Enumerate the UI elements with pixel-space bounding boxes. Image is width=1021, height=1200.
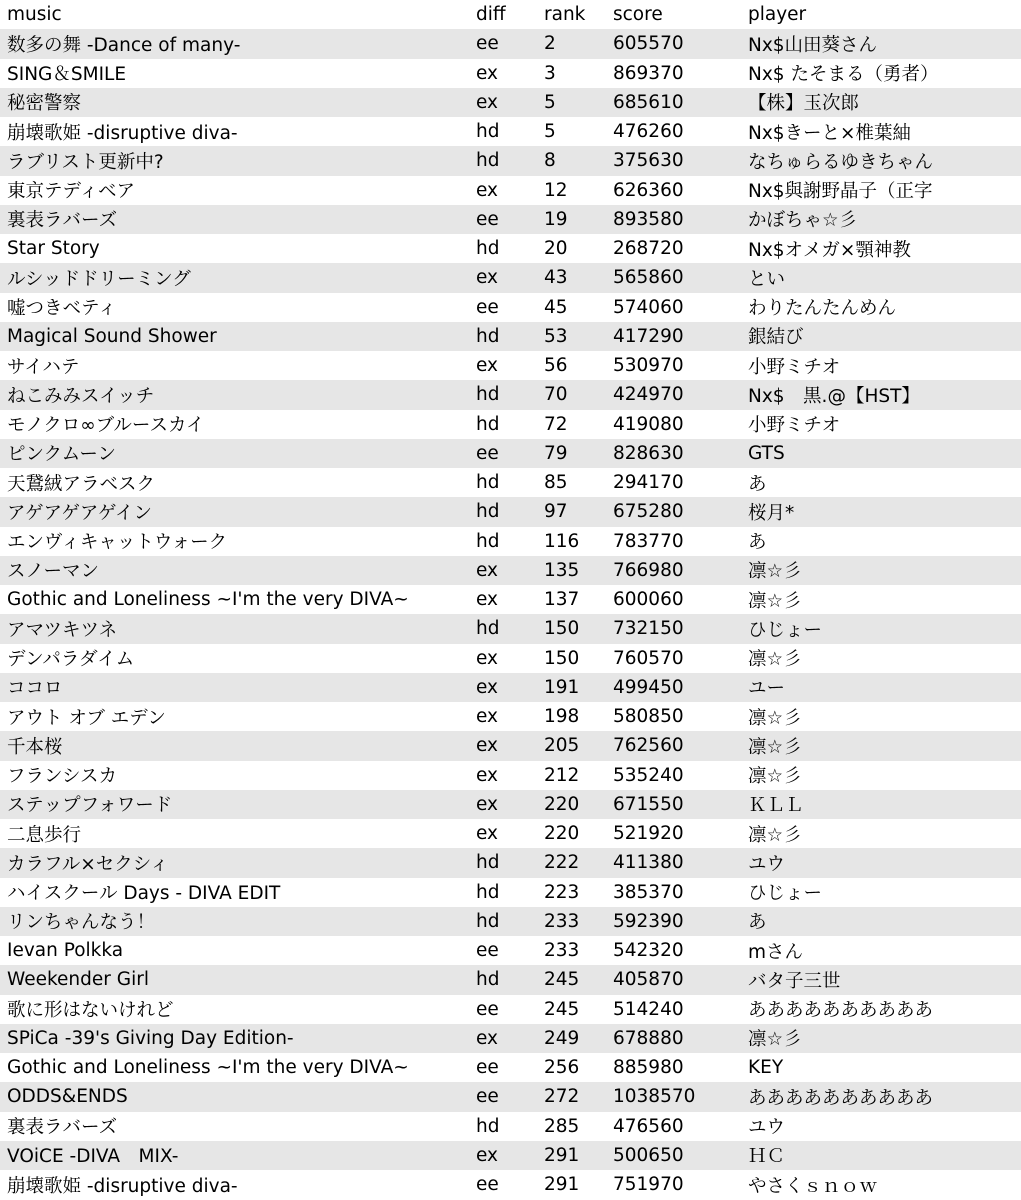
cell-music: カラフル×セクシィ bbox=[7, 853, 169, 875]
cell-player: 小野ミチオ bbox=[748, 415, 841, 437]
cell-music: 歌に形はないけれど bbox=[7, 1000, 174, 1022]
cell-rank: 19 bbox=[544, 208, 568, 230]
cell-music: ピンクムーン bbox=[7, 444, 116, 466]
table-row bbox=[0, 878, 1021, 907]
table-row bbox=[0, 761, 1021, 790]
cell-rank: 137 bbox=[544, 589, 580, 611]
cell-score: 1038570 bbox=[613, 1086, 696, 1108]
cell-music: ルシッドドリーミング bbox=[7, 268, 191, 290]
table-row bbox=[0, 965, 1021, 994]
cell-diff: ee bbox=[476, 1057, 499, 1079]
table-row bbox=[0, 819, 1021, 848]
header-score: score bbox=[613, 4, 663, 26]
cell-diff: hd bbox=[476, 384, 500, 406]
cell-score: 580850 bbox=[613, 706, 684, 728]
cell-rank: 212 bbox=[544, 764, 580, 786]
cell-score: 405870 bbox=[613, 969, 684, 991]
cell-rank: 220 bbox=[544, 823, 580, 845]
cell-diff: hd bbox=[476, 618, 500, 640]
cell-rank: 291 bbox=[544, 1144, 580, 1166]
cell-rank: 43 bbox=[544, 267, 568, 289]
cell-player: 凛☆彡 bbox=[748, 824, 802, 846]
table-row bbox=[0, 527, 1021, 556]
cell-player: Nx$きーと×椎葉紬 bbox=[748, 122, 912, 144]
cell-rank: 222 bbox=[544, 852, 580, 874]
cell-player: ユー bbox=[748, 678, 786, 700]
cell-rank: 8 bbox=[544, 150, 556, 172]
table-row bbox=[0, 995, 1021, 1024]
cell-diff: hd bbox=[476, 325, 500, 347]
cell-diff: ex bbox=[476, 793, 499, 815]
cell-diff: hd bbox=[476, 852, 500, 874]
cell-score: 885980 bbox=[613, 1057, 684, 1079]
cell-player: なちゅらるゆきちゃん bbox=[748, 151, 934, 173]
cell-player: 凛☆彡 bbox=[748, 766, 802, 788]
cell-music: サイハテ bbox=[7, 356, 80, 378]
cell-rank: 220 bbox=[544, 793, 580, 815]
table-row bbox=[0, 468, 1021, 497]
cell-player: 凛☆彡 bbox=[748, 1029, 802, 1051]
cell-score: 542320 bbox=[613, 940, 684, 962]
header-diff: diff bbox=[476, 4, 506, 26]
cell-rank: 53 bbox=[544, 325, 568, 347]
cell-player: 凛☆彡 bbox=[748, 649, 802, 671]
table-row bbox=[0, 205, 1021, 234]
table-row bbox=[0, 234, 1021, 263]
cell-diff: ex bbox=[476, 179, 499, 201]
cell-music: アウト オブ エデン bbox=[7, 707, 166, 729]
cell-player: バタ子三世 bbox=[748, 970, 841, 992]
cell-diff: ex bbox=[476, 735, 499, 757]
table-row bbox=[0, 293, 1021, 322]
cell-score: 600060 bbox=[613, 589, 684, 611]
cell-rank: 2 bbox=[544, 33, 556, 55]
cell-music: Gothic and Loneliness ~I'm the very DIVA~ bbox=[7, 1057, 409, 1079]
cell-music: ステップフォワード bbox=[7, 795, 173, 817]
cell-player: 桜月* bbox=[748, 502, 795, 524]
cell-music: アゲアゲアゲイン bbox=[7, 502, 153, 524]
cell-music: SING＆SMILE bbox=[7, 64, 127, 86]
cell-score: 675280 bbox=[613, 501, 684, 523]
cell-score: 535240 bbox=[613, 764, 684, 786]
cell-score: 500650 bbox=[613, 1144, 684, 1166]
cell-music: Gothic and Loneliness ~I'm the very DIVA~ bbox=[7, 589, 409, 611]
cell-music: ねこみみスイッチ bbox=[7, 385, 155, 407]
cell-rank: 291 bbox=[544, 1174, 580, 1196]
cell-music: Weekender Girl bbox=[7, 969, 149, 991]
cell-diff: ex bbox=[476, 676, 499, 698]
cell-score: 751970 bbox=[613, 1174, 684, 1196]
cell-diff: ee bbox=[476, 998, 499, 1020]
cell-score: 732150 bbox=[613, 618, 684, 640]
cell-player: あ bbox=[748, 473, 767, 495]
cell-music: フランシスカ bbox=[7, 766, 117, 788]
cell-diff: ex bbox=[476, 62, 499, 84]
cell-diff: ex bbox=[476, 1144, 499, 1166]
cell-diff: ex bbox=[476, 559, 499, 581]
cell-player: mさん bbox=[748, 941, 804, 963]
cell-music: 崩壊歌姫 -disruptive diva- bbox=[7, 1175, 238, 1197]
cell-diff: ex bbox=[476, 267, 499, 289]
cell-diff: hd bbox=[476, 150, 500, 172]
table-row bbox=[0, 1112, 1021, 1141]
cell-rank: 85 bbox=[544, 472, 568, 494]
table-row bbox=[0, 146, 1021, 175]
cell-score: 783770 bbox=[613, 530, 684, 552]
cell-player: ＫＬＬ bbox=[748, 795, 804, 817]
cell-score: 678880 bbox=[613, 1027, 684, 1049]
header-rank: rank bbox=[544, 4, 586, 26]
cell-player: ああああああああああ bbox=[748, 1000, 934, 1022]
cell-player: 小野ミチオ bbox=[748, 356, 841, 378]
cell-diff: ex bbox=[476, 589, 499, 611]
cell-player: Nx$ 黒.@【HST】 bbox=[748, 385, 920, 407]
cell-diff: ex bbox=[476, 706, 499, 728]
table-row bbox=[0, 59, 1021, 88]
cell-rank: 97 bbox=[544, 501, 568, 523]
cell-diff: ex bbox=[476, 823, 499, 845]
cell-diff: ee bbox=[476, 208, 499, 230]
cell-score: 419080 bbox=[613, 413, 684, 435]
cell-rank: 70 bbox=[544, 384, 568, 406]
cell-score: 375630 bbox=[613, 150, 684, 172]
cell-score: 530970 bbox=[613, 355, 684, 377]
cell-diff: hd bbox=[476, 238, 500, 260]
header-player: player bbox=[748, 4, 807, 26]
table-row bbox=[0, 117, 1021, 146]
table-row bbox=[0, 644, 1021, 673]
cell-rank: 56 bbox=[544, 355, 568, 377]
table-row bbox=[0, 1053, 1021, 1082]
cell-player: ああああああああああ bbox=[748, 1087, 934, 1109]
cell-score: 893580 bbox=[613, 208, 684, 230]
cell-rank: 150 bbox=[544, 618, 580, 640]
cell-diff: ee bbox=[476, 1086, 499, 1108]
cell-player: とい bbox=[748, 268, 786, 290]
cell-player: ひじょー bbox=[748, 883, 823, 905]
cell-diff: ex bbox=[476, 91, 499, 113]
cell-score: 476560 bbox=[613, 1115, 684, 1137]
table-row bbox=[0, 351, 1021, 380]
cell-score: 766980 bbox=[613, 559, 684, 581]
cell-rank: 135 bbox=[544, 559, 580, 581]
cell-player: GTS bbox=[748, 442, 785, 464]
cell-score: 574060 bbox=[613, 296, 684, 318]
cell-diff: ee bbox=[476, 940, 499, 962]
cell-score: 605570 bbox=[613, 33, 684, 55]
cell-player: Nx$ たそまる（勇者） bbox=[748, 64, 939, 86]
table-row bbox=[0, 1141, 1021, 1170]
cell-player: やさくｓｎｏｗ bbox=[748, 1175, 878, 1197]
cell-rank: 245 bbox=[544, 969, 580, 991]
table-row bbox=[0, 907, 1021, 936]
cell-diff: hd bbox=[476, 910, 500, 932]
table-row bbox=[0, 1170, 1021, 1199]
table-row bbox=[0, 848, 1021, 877]
cell-music: アマツキツネ bbox=[7, 619, 118, 641]
cell-rank: 272 bbox=[544, 1086, 580, 1108]
cell-music: 天鵞絨アラベスク bbox=[7, 473, 156, 495]
cell-diff: ee bbox=[476, 33, 499, 55]
table-row bbox=[0, 673, 1021, 702]
table-row bbox=[0, 88, 1021, 117]
cell-diff: ee bbox=[476, 296, 499, 318]
cell-rank: 233 bbox=[544, 910, 580, 932]
cell-music: ODDS&ENDS bbox=[7, 1086, 128, 1108]
cell-rank: 79 bbox=[544, 442, 568, 464]
cell-music: 千本桜 bbox=[7, 736, 63, 758]
cell-music: Ievan Polkka bbox=[7, 940, 124, 962]
table-row bbox=[0, 322, 1021, 351]
cell-diff: hd bbox=[476, 501, 500, 523]
cell-score: 592390 bbox=[613, 910, 684, 932]
cell-diff: ex bbox=[476, 1027, 499, 1049]
cell-player: わりたんたんめん bbox=[748, 298, 897, 320]
cell-music: ハイスクール Days - DIVA EDIT bbox=[7, 883, 281, 905]
cell-music: VOiCE -DIVA MIX- bbox=[7, 1146, 179, 1168]
cell-rank: 3 bbox=[544, 62, 556, 84]
cell-player: Nx$山田葵さん bbox=[748, 34, 878, 56]
cell-diff: hd bbox=[476, 472, 500, 494]
cell-rank: 233 bbox=[544, 940, 580, 962]
table-row bbox=[0, 790, 1021, 819]
cell-music: モノクロ∞ブルースカイ bbox=[7, 415, 205, 437]
cell-music: エンヴィキャットウォーク bbox=[7, 532, 228, 554]
cell-player: 銀結び bbox=[748, 327, 804, 349]
cell-music: Magical Sound Shower bbox=[7, 325, 217, 347]
cell-music: ココロ bbox=[7, 678, 63, 700]
cell-score: 268720 bbox=[613, 238, 684, 260]
table-row bbox=[0, 176, 1021, 205]
cell-score: 565860 bbox=[613, 267, 684, 289]
cell-player: ユウ bbox=[748, 1117, 786, 1139]
table-row bbox=[0, 614, 1021, 643]
cell-music: 二息歩行 bbox=[7, 824, 82, 846]
cell-score: 671550 bbox=[613, 793, 684, 815]
cell-player: あ bbox=[748, 912, 767, 934]
cell-player: 凛☆彡 bbox=[748, 707, 802, 729]
cell-player: ＨＣ bbox=[748, 1146, 786, 1168]
cell-score: 762560 bbox=[613, 735, 684, 757]
cell-player: 凛☆彡 bbox=[748, 561, 802, 583]
cell-rank: 285 bbox=[544, 1115, 580, 1137]
cell-diff: ex bbox=[476, 764, 499, 786]
cell-player: KEY bbox=[748, 1057, 784, 1079]
cell-music: 嘘つきベティ bbox=[7, 298, 117, 320]
cell-music: SPiCa -39's Giving Day Edition- bbox=[7, 1027, 294, 1049]
cell-score: 424970 bbox=[613, 384, 684, 406]
cell-rank: 116 bbox=[544, 530, 580, 552]
cell-rank: 12 bbox=[544, 179, 568, 201]
cell-diff: hd bbox=[476, 1115, 500, 1137]
cell-score: 499450 bbox=[613, 676, 684, 698]
cell-score: 869370 bbox=[613, 62, 684, 84]
table-row bbox=[0, 497, 1021, 526]
cell-rank: 205 bbox=[544, 735, 580, 757]
cell-score: 417290 bbox=[613, 325, 684, 347]
cell-player: 凛☆彡 bbox=[748, 736, 802, 758]
table-body bbox=[0, 29, 1021, 1199]
cell-player: かぼちゃ☆彡 bbox=[748, 210, 858, 232]
cell-rank: 20 bbox=[544, 238, 568, 260]
cell-score: 411380 bbox=[613, 852, 684, 874]
cell-music: スノーマン bbox=[7, 561, 99, 583]
cell-music: 裏表ラバーズ bbox=[7, 1117, 118, 1139]
cell-rank: 5 bbox=[544, 91, 556, 113]
table-row bbox=[0, 585, 1021, 614]
cell-score: 760570 bbox=[613, 647, 684, 669]
cell-diff: ex bbox=[476, 355, 499, 377]
cell-rank: 5 bbox=[544, 121, 556, 143]
cell-music: 秘密警察 bbox=[7, 93, 82, 115]
cell-music: 東京テディベア bbox=[7, 181, 136, 203]
cell-score: 685610 bbox=[613, 91, 684, 113]
cell-diff: hd bbox=[476, 413, 500, 435]
table-row bbox=[0, 731, 1021, 760]
table-row bbox=[0, 1024, 1021, 1053]
table-row bbox=[0, 1082, 1021, 1111]
cell-music: 崩壊歌姫 -disruptive diva- bbox=[7, 122, 238, 144]
table-row bbox=[0, 410, 1021, 439]
cell-diff: ex bbox=[476, 647, 499, 669]
cell-music: 数多の舞 -Dance of many- bbox=[7, 34, 241, 56]
table-row bbox=[0, 29, 1021, 58]
cell-rank: 150 bbox=[544, 647, 580, 669]
cell-player: ひじょー bbox=[748, 619, 823, 641]
table-row bbox=[0, 556, 1021, 585]
cell-score: 476260 bbox=[613, 121, 684, 143]
cell-player: あ bbox=[748, 532, 767, 554]
cell-score: 294170 bbox=[613, 472, 684, 494]
cell-player: ユウ bbox=[748, 853, 786, 875]
cell-rank: 223 bbox=[544, 881, 580, 903]
cell-score: 626360 bbox=[613, 179, 684, 201]
header-music: music bbox=[7, 4, 62, 26]
table-row bbox=[0, 263, 1021, 292]
cell-player: 【株】玉次郎 bbox=[748, 93, 860, 115]
cell-score: 828630 bbox=[613, 442, 684, 464]
cell-score: 385370 bbox=[613, 881, 684, 903]
cell-score: 514240 bbox=[613, 998, 684, 1020]
cell-rank: 249 bbox=[544, 1027, 580, 1049]
cell-player: 凛☆彡 bbox=[748, 590, 802, 612]
cell-music: Star Story bbox=[7, 238, 100, 260]
table-row bbox=[0, 936, 1021, 965]
cell-player: Nx$オメガ×顎神教 bbox=[748, 239, 911, 261]
cell-rank: 45 bbox=[544, 296, 568, 318]
cell-diff: hd bbox=[476, 881, 500, 903]
cell-rank: 256 bbox=[544, 1057, 580, 1079]
cell-rank: 198 bbox=[544, 706, 580, 728]
cell-music: リンちゃんなう！ bbox=[7, 912, 156, 934]
cell-diff: hd bbox=[476, 530, 500, 552]
cell-music: ラブリスト更新中? bbox=[7, 151, 164, 173]
cell-rank: 245 bbox=[544, 998, 580, 1020]
table-header bbox=[0, 0, 1021, 29]
cell-diff: hd bbox=[476, 121, 500, 143]
table-row bbox=[0, 439, 1021, 468]
cell-diff: ee bbox=[476, 442, 499, 464]
cell-music: 裏表ラバーズ bbox=[7, 210, 118, 232]
table-row bbox=[0, 702, 1021, 731]
cell-music: デンパラダイム bbox=[7, 649, 135, 671]
cell-player: Nx$與謝野晶子（正字 bbox=[748, 181, 933, 203]
cell-diff: ee bbox=[476, 1174, 499, 1196]
cell-rank: 191 bbox=[544, 676, 580, 698]
cell-score: 521920 bbox=[613, 823, 684, 845]
cell-rank: 72 bbox=[544, 413, 568, 435]
cell-diff: hd bbox=[476, 969, 500, 991]
table-row bbox=[0, 380, 1021, 409]
